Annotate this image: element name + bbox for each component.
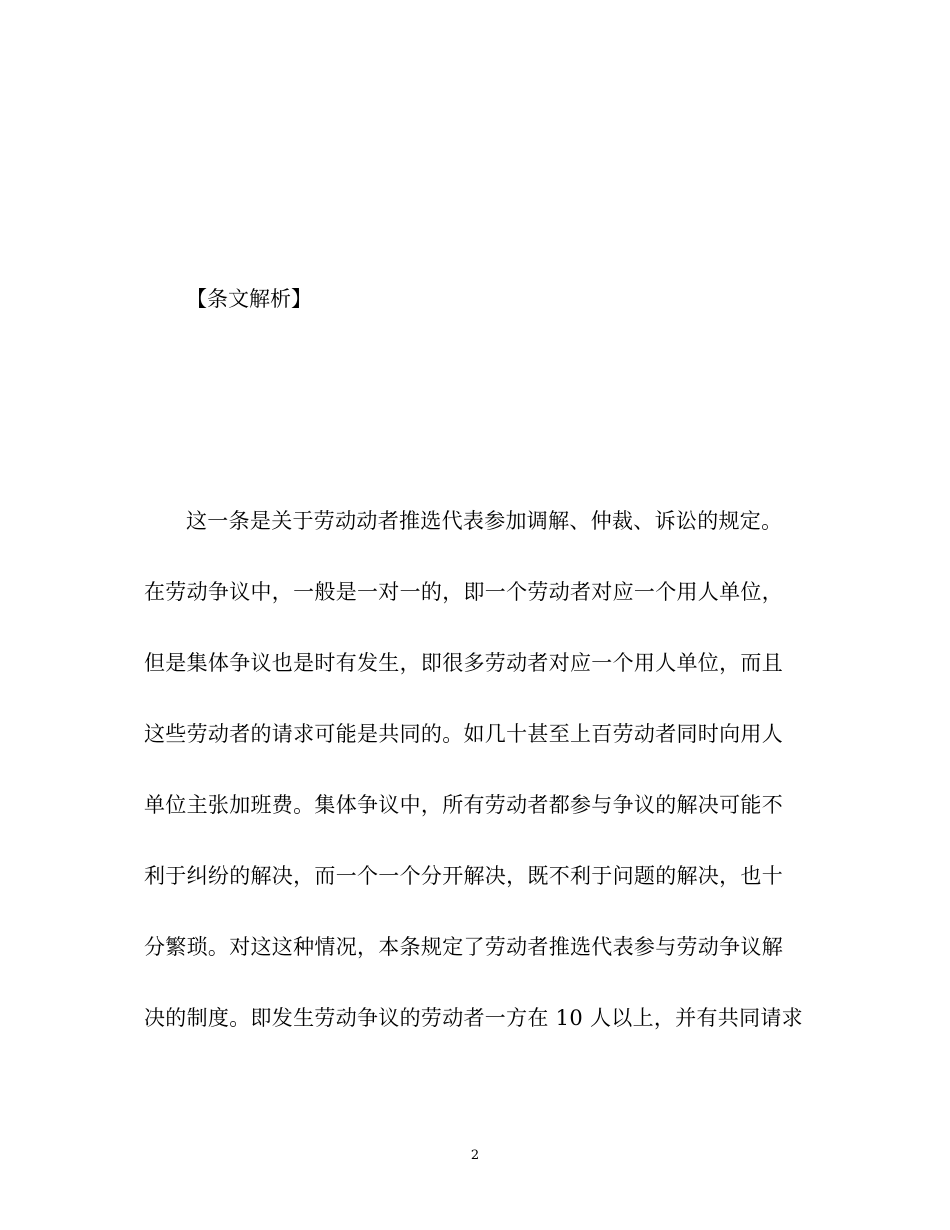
section-heading: 【条文解析】 xyxy=(186,287,312,311)
paragraph-line: 单位主张加班费。集体争议中，所有劳动者都参与争议的解决可能不 xyxy=(144,793,783,817)
paragraph-line: 决的制度。即发生劳动争议的劳动者一方在 10 人以上，并有共同请求 xyxy=(144,1006,803,1030)
paragraph-line: 分繁琐。对这这种情况，本条规定了劳动者推选代表参与劳动争议解 xyxy=(144,935,783,959)
paragraph-line: 利于纠纷的解决，而一个一个分开解决，既不利于问题的解决，也十 xyxy=(144,864,783,888)
page-number: 2 xyxy=(470,1148,480,1163)
paragraph-line: 这些劳动者的请求可能是共同的。如几十甚至上百劳动者同时向用人 xyxy=(144,722,783,746)
paragraph-line: 这一条是关于劳动动者推选代表参加调解、仲裁、诉讼的规定。 xyxy=(186,509,783,533)
paragraph-line: 但是集体争议也是时有发生，即很多劳动者对应一个用人单位，而且 xyxy=(144,651,783,675)
paragraph-line: 在劳动争议中，一般是一对一的，即一个劳动者对应一个用人单位， xyxy=(144,580,783,604)
